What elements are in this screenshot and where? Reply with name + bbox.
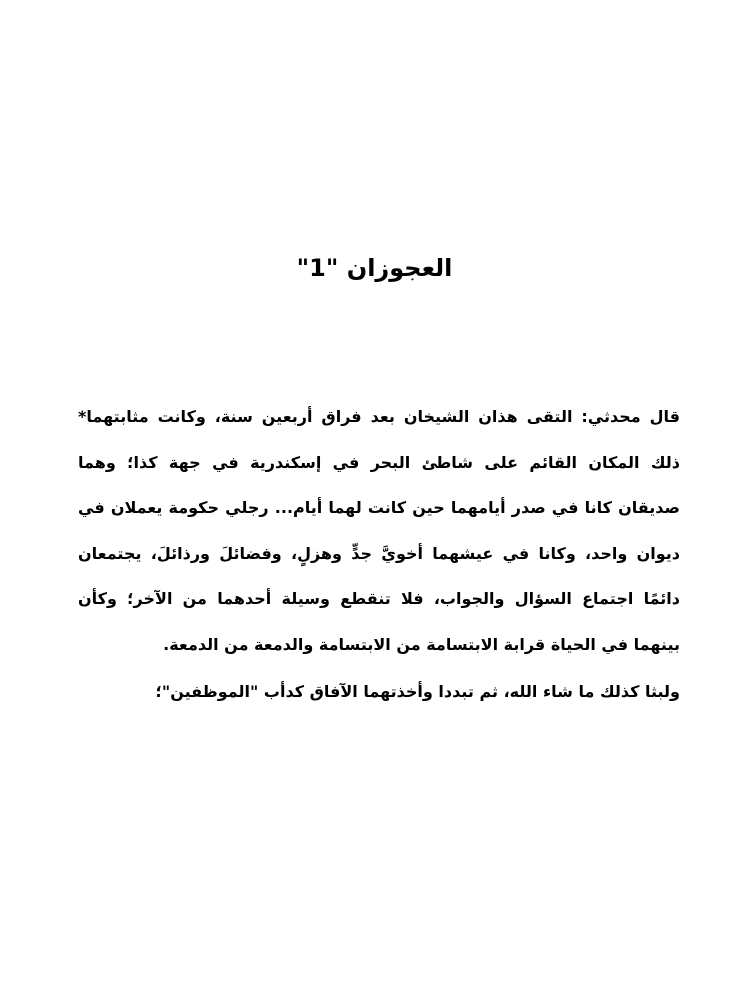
paragraph-2: ولبثا كذلك ما شاء الله، ثم تبددا وأخذتهما الآفاق كدأب "الموظفين"؛ xyxy=(155,682,680,701)
document-body xyxy=(78,394,680,715)
document-title: العجوزان "1" xyxy=(296,254,453,282)
paragraph-1: قال محدثي: التقى هذان الشيخان بعد فراق أربعين سنة، وكانت مثابتهما* ذلك المكان القائم على شاطئ البحر في إسكندرية في جهة كذا؛ وهما صديقان كانا في صدر أيامهما حين كانت لهما أيام... رجلي حكومة يعملان في ديوان واحد، وكانا في عيشهما أخويَّ جدٍّ وهزلٍ، وفضائلَ ورذائلَ، يجتمعان دائمًا اجتماع السؤال والجواب، فلا تنقطع وسيلة أحدهما من الآخر؛ وكأن بينهما في الحياة قرابة الابتسامة من الابتسامة والدمعة من الدمعة. xyxy=(78,407,680,654)
